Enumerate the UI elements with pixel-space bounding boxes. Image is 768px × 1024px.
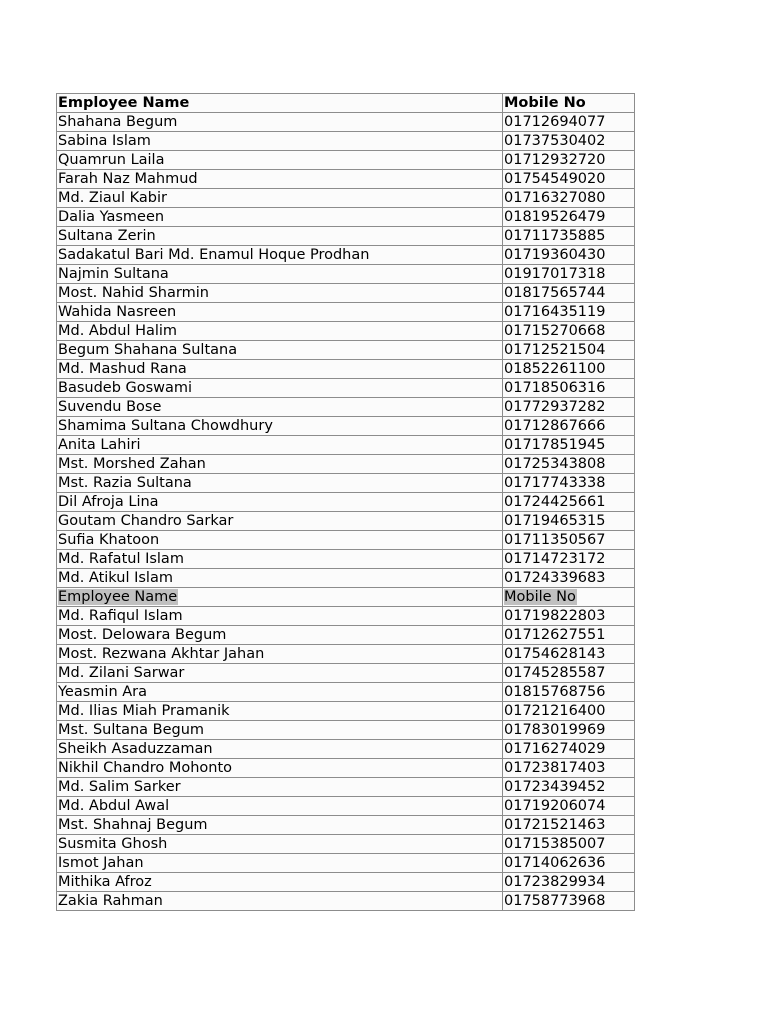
table-row <box>57 873 635 892</box>
employee-table <box>56 93 635 911</box>
employee-name-cell: Md. Atikul Islam <box>57 569 503 588</box>
employee-name-cell: Mst. Morshed Zahan <box>57 455 503 474</box>
highlighted-label: Mobile No <box>504 589 576 605</box>
mobile-no-cell: 01723439452 <box>503 778 635 797</box>
table-row <box>57 512 635 531</box>
employee-name-cell: Md. Rafatul Islam <box>57 550 503 569</box>
mobile-no-cell: 01819526479 <box>503 208 635 227</box>
table-row <box>57 778 635 797</box>
table-row <box>57 854 635 873</box>
table-row <box>57 189 635 208</box>
table-row <box>57 151 635 170</box>
mobile-no-cell: 01719206074 <box>503 797 635 816</box>
mobile-no-cell: 01719822803 <box>503 607 635 626</box>
employee-name-cell: Mst. Razia Sultana <box>57 474 503 493</box>
mobile-no-cell: 01815768756 <box>503 683 635 702</box>
mobile-no-cell: 01758773968 <box>503 892 635 911</box>
mobile-no-cell: 01712867666 <box>503 417 635 436</box>
employee-name-cell: Sultana Zerin <box>57 227 503 246</box>
table-row <box>57 398 635 417</box>
table-row <box>57 113 635 132</box>
employee-name-cell: Goutam Chandro Sarkar <box>57 512 503 531</box>
table-row <box>57 607 635 626</box>
mobile-no-cell: 01754549020 <box>503 170 635 189</box>
table-row <box>57 170 635 189</box>
header-employee-name: Employee Name <box>57 94 503 113</box>
employee-name-cell: Most. Rezwana Akhtar Jahan <box>57 645 503 664</box>
mobile-no-cell: 01721216400 <box>503 702 635 721</box>
mobile-no-cell: 01716435119 <box>503 303 635 322</box>
employee-name-cell: Anita Lahiri <box>57 436 503 455</box>
mobile-no-cell: 01717743338 <box>503 474 635 493</box>
employee-name-cell: Sadakatul Bari Md. Enamul Hoque Prodhan <box>57 246 503 265</box>
mobile-no-cell: 01817565744 <box>503 284 635 303</box>
employee-name-cell: Sabina Islam <box>57 132 503 151</box>
employee-name-cell: Most. Delowara Begum <box>57 626 503 645</box>
mobile-no-cell: 01719465315 <box>503 512 635 531</box>
employee-name-cell: Mithika Afroz <box>57 873 503 892</box>
table-row <box>57 721 635 740</box>
mobile-no-cell <box>503 588 635 607</box>
table-row <box>57 816 635 835</box>
employee-name-cell: Quamrun Laila <box>57 151 503 170</box>
table-body <box>57 94 635 911</box>
mobile-no-cell: 01717851945 <box>503 436 635 455</box>
table-row <box>57 797 635 816</box>
mobile-no-cell: 01715385007 <box>503 835 635 854</box>
mobile-no-cell: 01917017318 <box>503 265 635 284</box>
mobile-no-cell: 01724339683 <box>503 569 635 588</box>
mobile-no-cell: 01716327080 <box>503 189 635 208</box>
employee-name-cell: Susmita Ghosh <box>57 835 503 854</box>
employee-name-cell: Shamima Sultana Chowdhury <box>57 417 503 436</box>
employee-name-cell: Mst. Shahnaj Begum <box>57 816 503 835</box>
mobile-no-cell: 01725343808 <box>503 455 635 474</box>
employee-name-cell: Nikhil Chandro Mohonto <box>57 759 503 778</box>
mobile-no-cell: 01723829934 <box>503 873 635 892</box>
table-row <box>57 531 635 550</box>
mobile-no-cell: 01718506316 <box>503 379 635 398</box>
employee-name-cell: Mst. Sultana Begum <box>57 721 503 740</box>
mobile-no-cell: 01712932720 <box>503 151 635 170</box>
mobile-no-cell: 01723817403 <box>503 759 635 778</box>
mobile-no-cell: 01715270668 <box>503 322 635 341</box>
mobile-no-cell: 01714062636 <box>503 854 635 873</box>
table-row <box>57 360 635 379</box>
table-row <box>57 436 635 455</box>
table-row <box>57 227 635 246</box>
table-row <box>57 379 635 398</box>
employee-name-cell: Farah Naz Mahmud <box>57 170 503 189</box>
employee-name-cell: Md. Ilias Miah Pramanik <box>57 702 503 721</box>
employee-name-cell: Dalia Yasmeen <box>57 208 503 227</box>
table-row <box>57 208 635 227</box>
table-row <box>57 740 635 759</box>
mobile-no-cell: 01714723172 <box>503 550 635 569</box>
employee-name-cell: Sufia Khatoon <box>57 531 503 550</box>
mobile-no-cell: 01772937282 <box>503 398 635 417</box>
mobile-no-cell: 01716274029 <box>503 740 635 759</box>
table-row <box>57 246 635 265</box>
table-row <box>57 702 635 721</box>
table-row <box>57 759 635 778</box>
employee-name-cell: Md. Rafiqul Islam <box>57 607 503 626</box>
mobile-no-cell: 01724425661 <box>503 493 635 512</box>
employee-name-cell: Md. Ziaul Kabir <box>57 189 503 208</box>
table-row <box>57 322 635 341</box>
table-row <box>57 664 635 683</box>
employee-name-cell: Md. Abdul Awal <box>57 797 503 816</box>
table-row <box>57 417 635 436</box>
employee-name-cell: Md. Zilani Sarwar <box>57 664 503 683</box>
table-row <box>57 550 635 569</box>
table-row <box>57 626 635 645</box>
employee-name-cell: Begum Shahana Sultana <box>57 341 503 360</box>
table-row <box>57 835 635 854</box>
employee-name-cell: Md. Abdul Halim <box>57 322 503 341</box>
mobile-no-cell: 01712694077 <box>503 113 635 132</box>
table-row <box>57 341 635 360</box>
table-row <box>57 265 635 284</box>
employee-name-cell: Md. Mashud Rana <box>57 360 503 379</box>
mobile-no-cell: 01745285587 <box>503 664 635 683</box>
mobile-no-cell: 01711735885 <box>503 227 635 246</box>
table-row <box>57 645 635 664</box>
table-header-row <box>57 94 635 113</box>
mobile-no-cell: 01754628143 <box>503 645 635 664</box>
employee-name-cell: Suvendu Bose <box>57 398 503 417</box>
employee-name-cell <box>57 588 503 607</box>
table-row <box>57 474 635 493</box>
table-row <box>57 303 635 322</box>
table-row <box>57 569 635 588</box>
employee-name-cell: Most. Nahid Sharmin <box>57 284 503 303</box>
table-row <box>57 284 635 303</box>
employee-name-cell: Shahana Begum <box>57 113 503 132</box>
mobile-no-cell: 01737530402 <box>503 132 635 151</box>
table-row <box>57 455 635 474</box>
employee-name-cell: Yeasmin Ara <box>57 683 503 702</box>
employee-name-cell: Zakia Rahman <box>57 892 503 911</box>
employee-name-cell: Md. Salim Sarker <box>57 778 503 797</box>
table-subheader-row <box>57 588 635 607</box>
highlighted-label: Employee Name <box>58 589 178 605</box>
header-mobile-no: Mobile No <box>503 94 635 113</box>
mobile-no-cell: 01711350567 <box>503 531 635 550</box>
mobile-no-cell: 01852261100 <box>503 360 635 379</box>
mobile-no-cell: 01719360430 <box>503 246 635 265</box>
mobile-no-cell: 01721521463 <box>503 816 635 835</box>
table-row <box>57 683 635 702</box>
employee-name-cell: Ismot Jahan <box>57 854 503 873</box>
employee-name-cell: Dil Afroja Lina <box>57 493 503 512</box>
employee-name-cell: Basudeb Goswami <box>57 379 503 398</box>
table-row <box>57 493 635 512</box>
mobile-no-cell: 01712521504 <box>503 341 635 360</box>
table-row <box>57 892 635 911</box>
employee-name-cell: Najmin Sultana <box>57 265 503 284</box>
mobile-no-cell: 01712627551 <box>503 626 635 645</box>
employee-name-cell: Sheikh Asaduzzaman <box>57 740 503 759</box>
mobile-no-cell: 01783019969 <box>503 721 635 740</box>
employee-name-cell: Wahida Nasreen <box>57 303 503 322</box>
table-row <box>57 132 635 151</box>
